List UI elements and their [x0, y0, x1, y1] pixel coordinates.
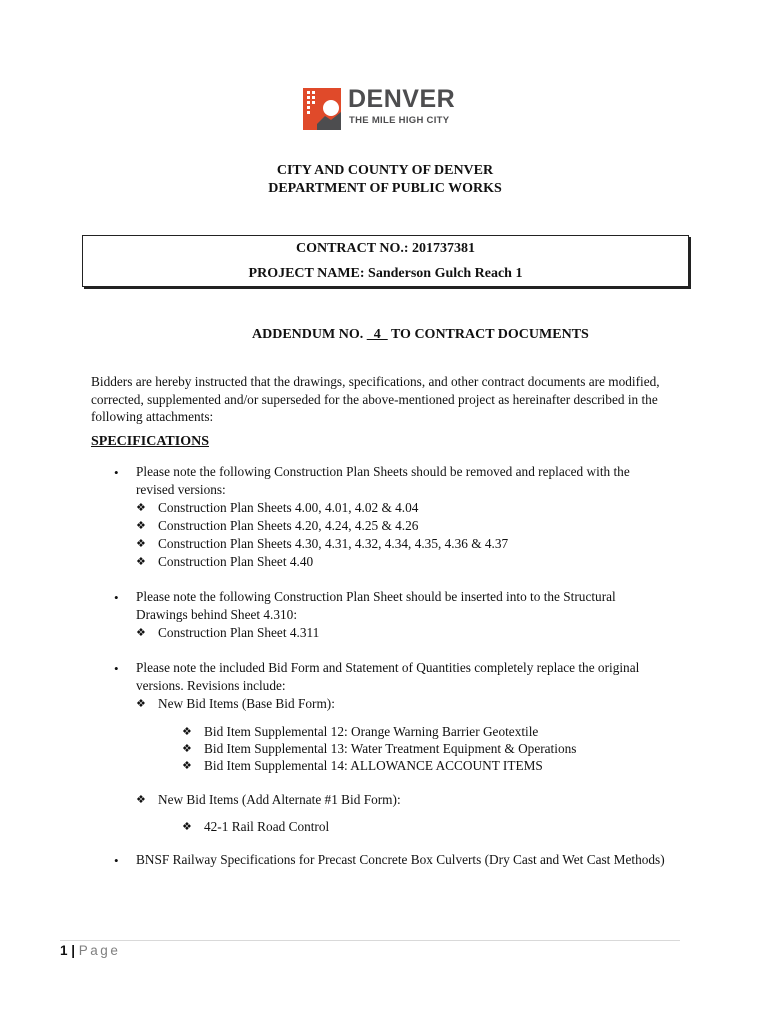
page-separator: |: [67, 943, 79, 958]
bid-item: Bid Item Supplemental 14: ALLOWANCE ACCOUNT ITEMS: [204, 758, 543, 773]
bullet1-sub-item: Construction Plan Sheets 4.00, 4.01, 4.02 & 4.04: [158, 500, 419, 515]
diamond-bullet-icon: ❖: [136, 794, 146, 806]
addendum-number: 4: [366, 327, 388, 342]
bid-item: 42-1 Rail Road Control: [204, 819, 330, 834]
diamond-bullet-icon: ❖: [136, 627, 146, 639]
bullet2-line1: Please note the following Construction Plan Sheet should be inserted into to the Structural: [136, 589, 616, 604]
page-number: 1: [60, 943, 68, 958]
bullet-icon: •: [114, 661, 119, 676]
footer-divider: [60, 940, 680, 941]
bullet3-sub1: New Bid Items (Base Bid Form):: [158, 696, 335, 711]
diamond-bullet-icon: ❖: [136, 502, 146, 514]
diamond-bullet-icon: ❖: [182, 821, 192, 833]
intro-paragraph: Bidders are hereby instructed that the drawings, specifications, and other contract documents are modified, corrected, supplemented and/or superseded for the above-mentioned project as hereinafter described in the following attachments:: [91, 374, 660, 424]
contract-number: CONTRACT NO.: 201737381: [295, 241, 476, 256]
denver-logo-mark-icon: [303, 88, 341, 130]
project-name: PROJECT NAME: Sanderson Gulch Reach 1: [248, 266, 523, 281]
bullet2-line2: Drawings behind Sheet 4.310:: [136, 607, 298, 622]
bullet3-sub2: New Bid Items (Add Alternate #1 Bid Form):: [158, 792, 401, 807]
bullet4-line1: BNSF Railway Specifications for Precast Concrete Box Culverts (Dry Cast and Wet Cast Methods): [136, 852, 665, 867]
diamond-bullet-icon: ❖: [182, 760, 192, 772]
page-label: Page: [78, 943, 121, 958]
contract-info-box: [82, 235, 689, 287]
denver-logo: [303, 85, 473, 134]
diamond-bullet-icon: ❖: [136, 538, 146, 550]
diamond-bullet-icon: ❖: [136, 520, 146, 532]
department-name: DEPARTMENT OF PUBLIC WORKS: [268, 181, 502, 196]
bullet1-line1: Please note the following Construction Plan Sheets should be removed and replaced with the: [136, 464, 630, 479]
bid-item: Bid Item Supplemental 13: Water Treatment Equipment & Operations: [204, 741, 577, 756]
bullet-icon: •: [114, 853, 119, 868]
bullet2-sub-item: Construction Plan Sheet 4.311: [158, 625, 320, 640]
logo-tagline: THE MILE HIGH CITY: [349, 115, 450, 126]
specifications-heading: SPECIFICATIONS: [91, 434, 209, 449]
bullet3-line1: Please note the included Bid Form and Statement of Quantities completely replace the original: [136, 660, 640, 675]
diamond-bullet-icon: ❖: [182, 743, 192, 755]
diamond-bullet-icon: ❖: [136, 698, 146, 710]
logo-title: DENVER: [348, 85, 456, 113]
bullet-icon: •: [114, 590, 119, 605]
addendum-suffix: TO CONTRACT DOCUMENTS: [387, 327, 589, 342]
bid-item: Bid Item Supplemental 12: Orange Warning Barrier Geotextile: [204, 724, 539, 739]
addendum-prefix: ADDENDUM NO.: [252, 327, 367, 342]
bullet3-line2: versions. Revisions include:: [136, 678, 286, 693]
bullet1-sub-item: Construction Plan Sheets 4.30, 4.31, 4.32, 4.34, 4.35, 4.36 & 4.37: [158, 536, 509, 551]
agency-name: CITY AND COUNTY OF DENVER: [276, 163, 494, 178]
bullet-icon: •: [114, 465, 119, 480]
bullet1-sub-item: Construction Plan Sheets 4.20, 4.24, 4.25 & 4.26: [158, 518, 419, 533]
page-footer: [60, 943, 120, 958]
bullet1-line2: revised versions:: [136, 482, 226, 497]
bullet1-sub-item: Construction Plan Sheet 4.40: [158, 554, 314, 569]
diamond-bullet-icon: ❖: [136, 556, 146, 568]
diamond-bullet-icon: ❖: [182, 726, 192, 738]
addendum-title: [252, 327, 589, 343]
